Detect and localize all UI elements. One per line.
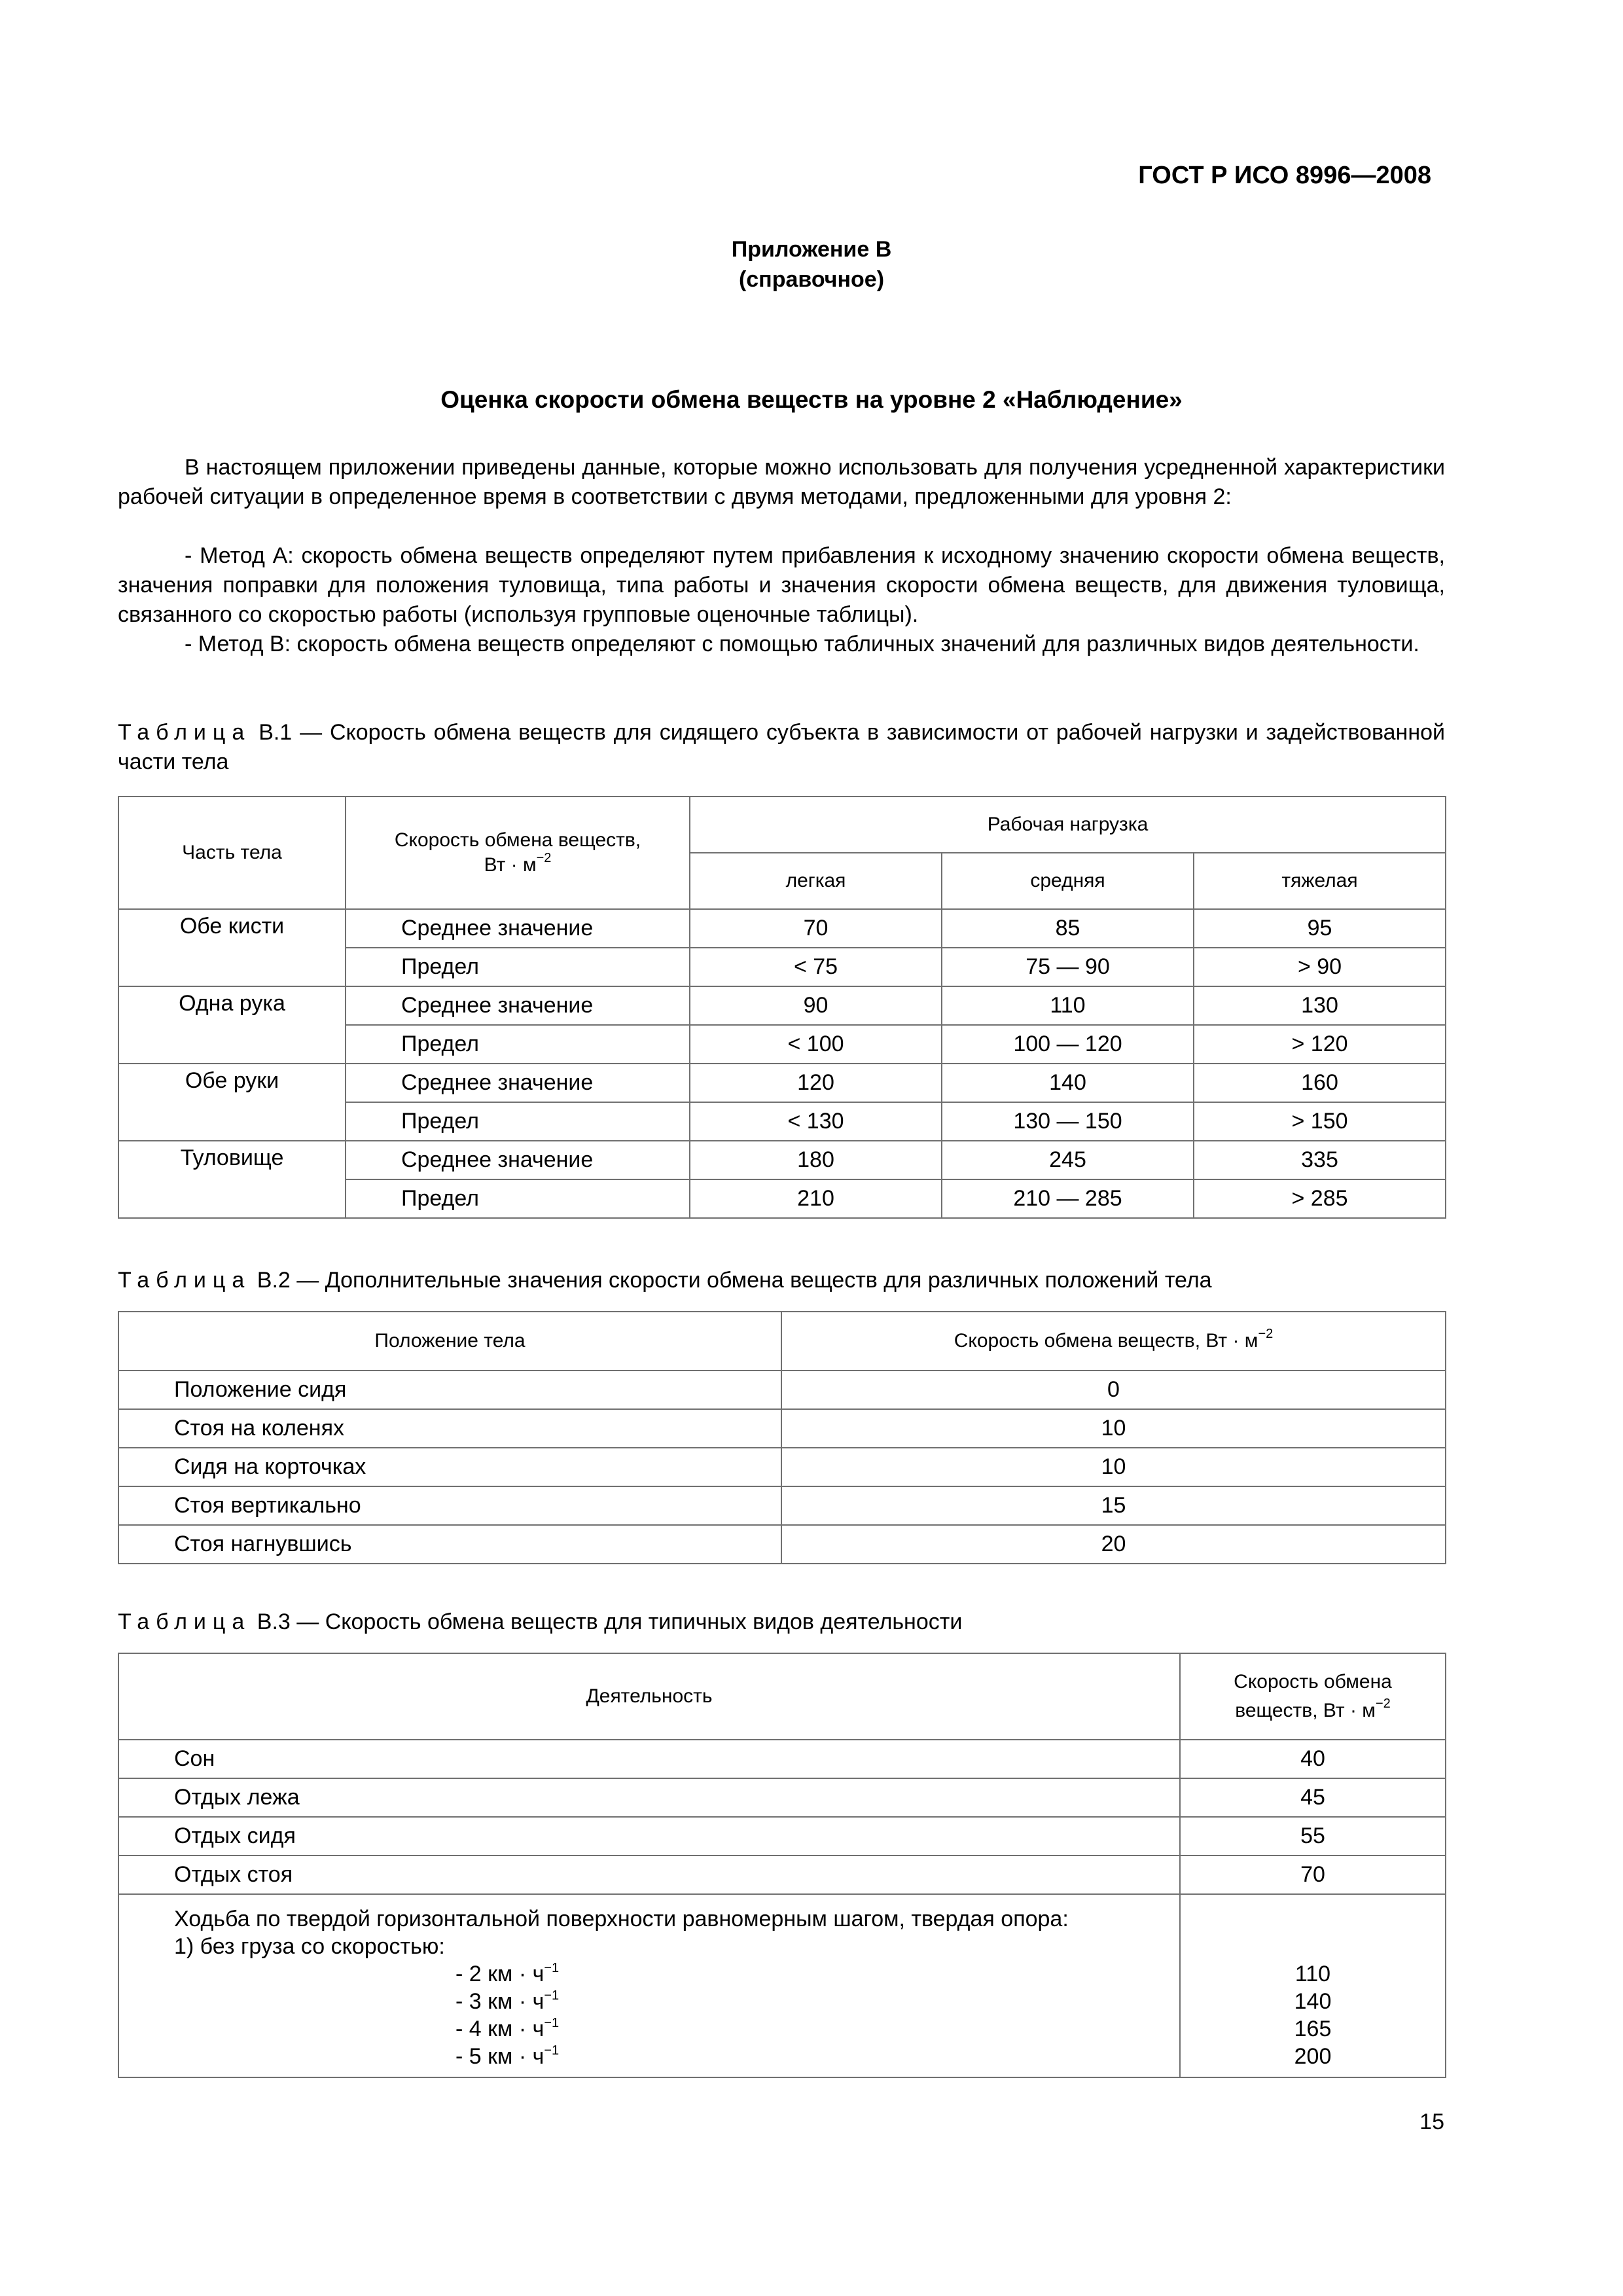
table-row: Обе руки Среднее значение 120 140 160 — [118, 1064, 1446, 1102]
table-row-walking — [118, 1894, 1446, 2077]
intro-paragraph-1: В настоящем приложении приведены данные, которые можно использовать для получения усредненной характеристики рабочей ситуации в определенное время в соответствии с двумя методами, предложенными для уровня 2: — [118, 455, 1445, 509]
annex-heading — [0, 234, 1623, 295]
intro-method-b: - Метод В: скорость обмена веществ определяют с помощью табличных значений для различных видов деятельности. — [185, 632, 1419, 656]
table-row: Одна рука Среднее значение 90 110 130 — [118, 986, 1446, 1025]
walking-activity: Ходьба по твердой горизонтальной поверхности равномерным шагом, твердая опора: 1) без груза со скоростью: - 2 км · $ч^{-1}$ - 3 км · $ч^{-1}$ - 4 км · $ч^{-1}$ - 5 км · $ч^{-1}$ — [118, 1894, 1180, 2077]
table-row: Отдых стоя 70 — [118, 1856, 1446, 1894]
table1-header-load: Рабочая нагрузка — [690, 797, 1446, 853]
table-row: Отдых сидя 55 — [118, 1817, 1446, 1856]
table2-header-position: Положение тела — [118, 1312, 781, 1371]
table-row: Стоя вертикально 15 — [118, 1486, 1446, 1525]
intro-method-a: - Метод А: скорость обмена веществ определяют путем прибавления к исходному значению скорости обмена веществ, значения поправки для положения туловища, типа работы и значения скорости обмена веществ, для движения туловища, связанного со скоростью работы (используя групповые оценочные таблицы). — [118, 543, 1445, 627]
table-row: Стоя нагнувшись 20 — [118, 1525, 1446, 1564]
table1-body — [118, 909, 1446, 1218]
table1-header-heavy: тяжелая — [1194, 853, 1446, 909]
table2-caption: Таблица В.2 — Дополнительные значения скорости обмена веществ для различных положений тела — [118, 1268, 1212, 1293]
table-row: Предел < 75 75 — 90 > 90 — [118, 948, 1446, 986]
walking-rates: 110 140 165 200 — [1180, 1894, 1446, 2077]
table-row: Предел < 100 100 — 120 > 120 — [118, 1025, 1446, 1064]
table3-body — [118, 1740, 1446, 2077]
annex-status: (справочное) — [738, 267, 885, 292]
document-code: ГОСТ Р ИСО 8996—2008 — [1138, 162, 1431, 189]
table3-header-activity: Деятельность — [118, 1653, 1180, 1740]
table3-caption: Таблица В.3 — Скорость обмена веществ для типичных видов деятельности — [118, 1609, 963, 1634]
table-row: Туловище Среднее значение 180 245 335 — [118, 1141, 1446, 1179]
table1-caption: Таблица В.1 — Скорость обмена веществ для сидящего субъекта в зависимости от рабочей нагрузки и задействованной части тела — [118, 720, 1445, 774]
table-row: Предел < 130 130 — 150 > 150 — [118, 1102, 1446, 1141]
table-row: Отдых лежа 45 — [118, 1778, 1446, 1817]
table-row: Обе кисти Среднее значение 70 85 95 — [118, 909, 1446, 948]
annex-title: Оценка скорости обмена веществ на уровне 2 «Наблюдение» — [440, 386, 1183, 413]
table2-header-rate: Скорость обмена веществ, Вт · $м^{-2}$ — [781, 1312, 1446, 1371]
table2 — [118, 1311, 1446, 1564]
table3-header-rate: Скорость обмена веществ, Вт · $м^{-2}$ — [1180, 1653, 1446, 1740]
table1-header-rate: Скорость обмена веществ, Вт · $м^{-2}$ — [346, 797, 690, 909]
table1-header-part: Часть тела — [118, 797, 346, 909]
annex-label: Приложение В — [731, 237, 892, 262]
table-row: Положение сидя 0 — [118, 1371, 1446, 1409]
table3 — [118, 1653, 1446, 2078]
table-row: Сон 40 — [118, 1740, 1446, 1778]
table1 — [118, 796, 1446, 1219]
table-row: Сидя на корточках 10 — [118, 1448, 1446, 1486]
table1-header-medium: средняя — [942, 853, 1194, 909]
table-row: Предел 210 210 — 285 > 285 — [118, 1179, 1446, 1218]
table-row: Стоя на коленях 10 — [118, 1409, 1446, 1448]
page-number: 15 — [1419, 2109, 1444, 2134]
table2-body — [118, 1371, 1446, 1564]
table1-header-light: легкая — [690, 853, 942, 909]
